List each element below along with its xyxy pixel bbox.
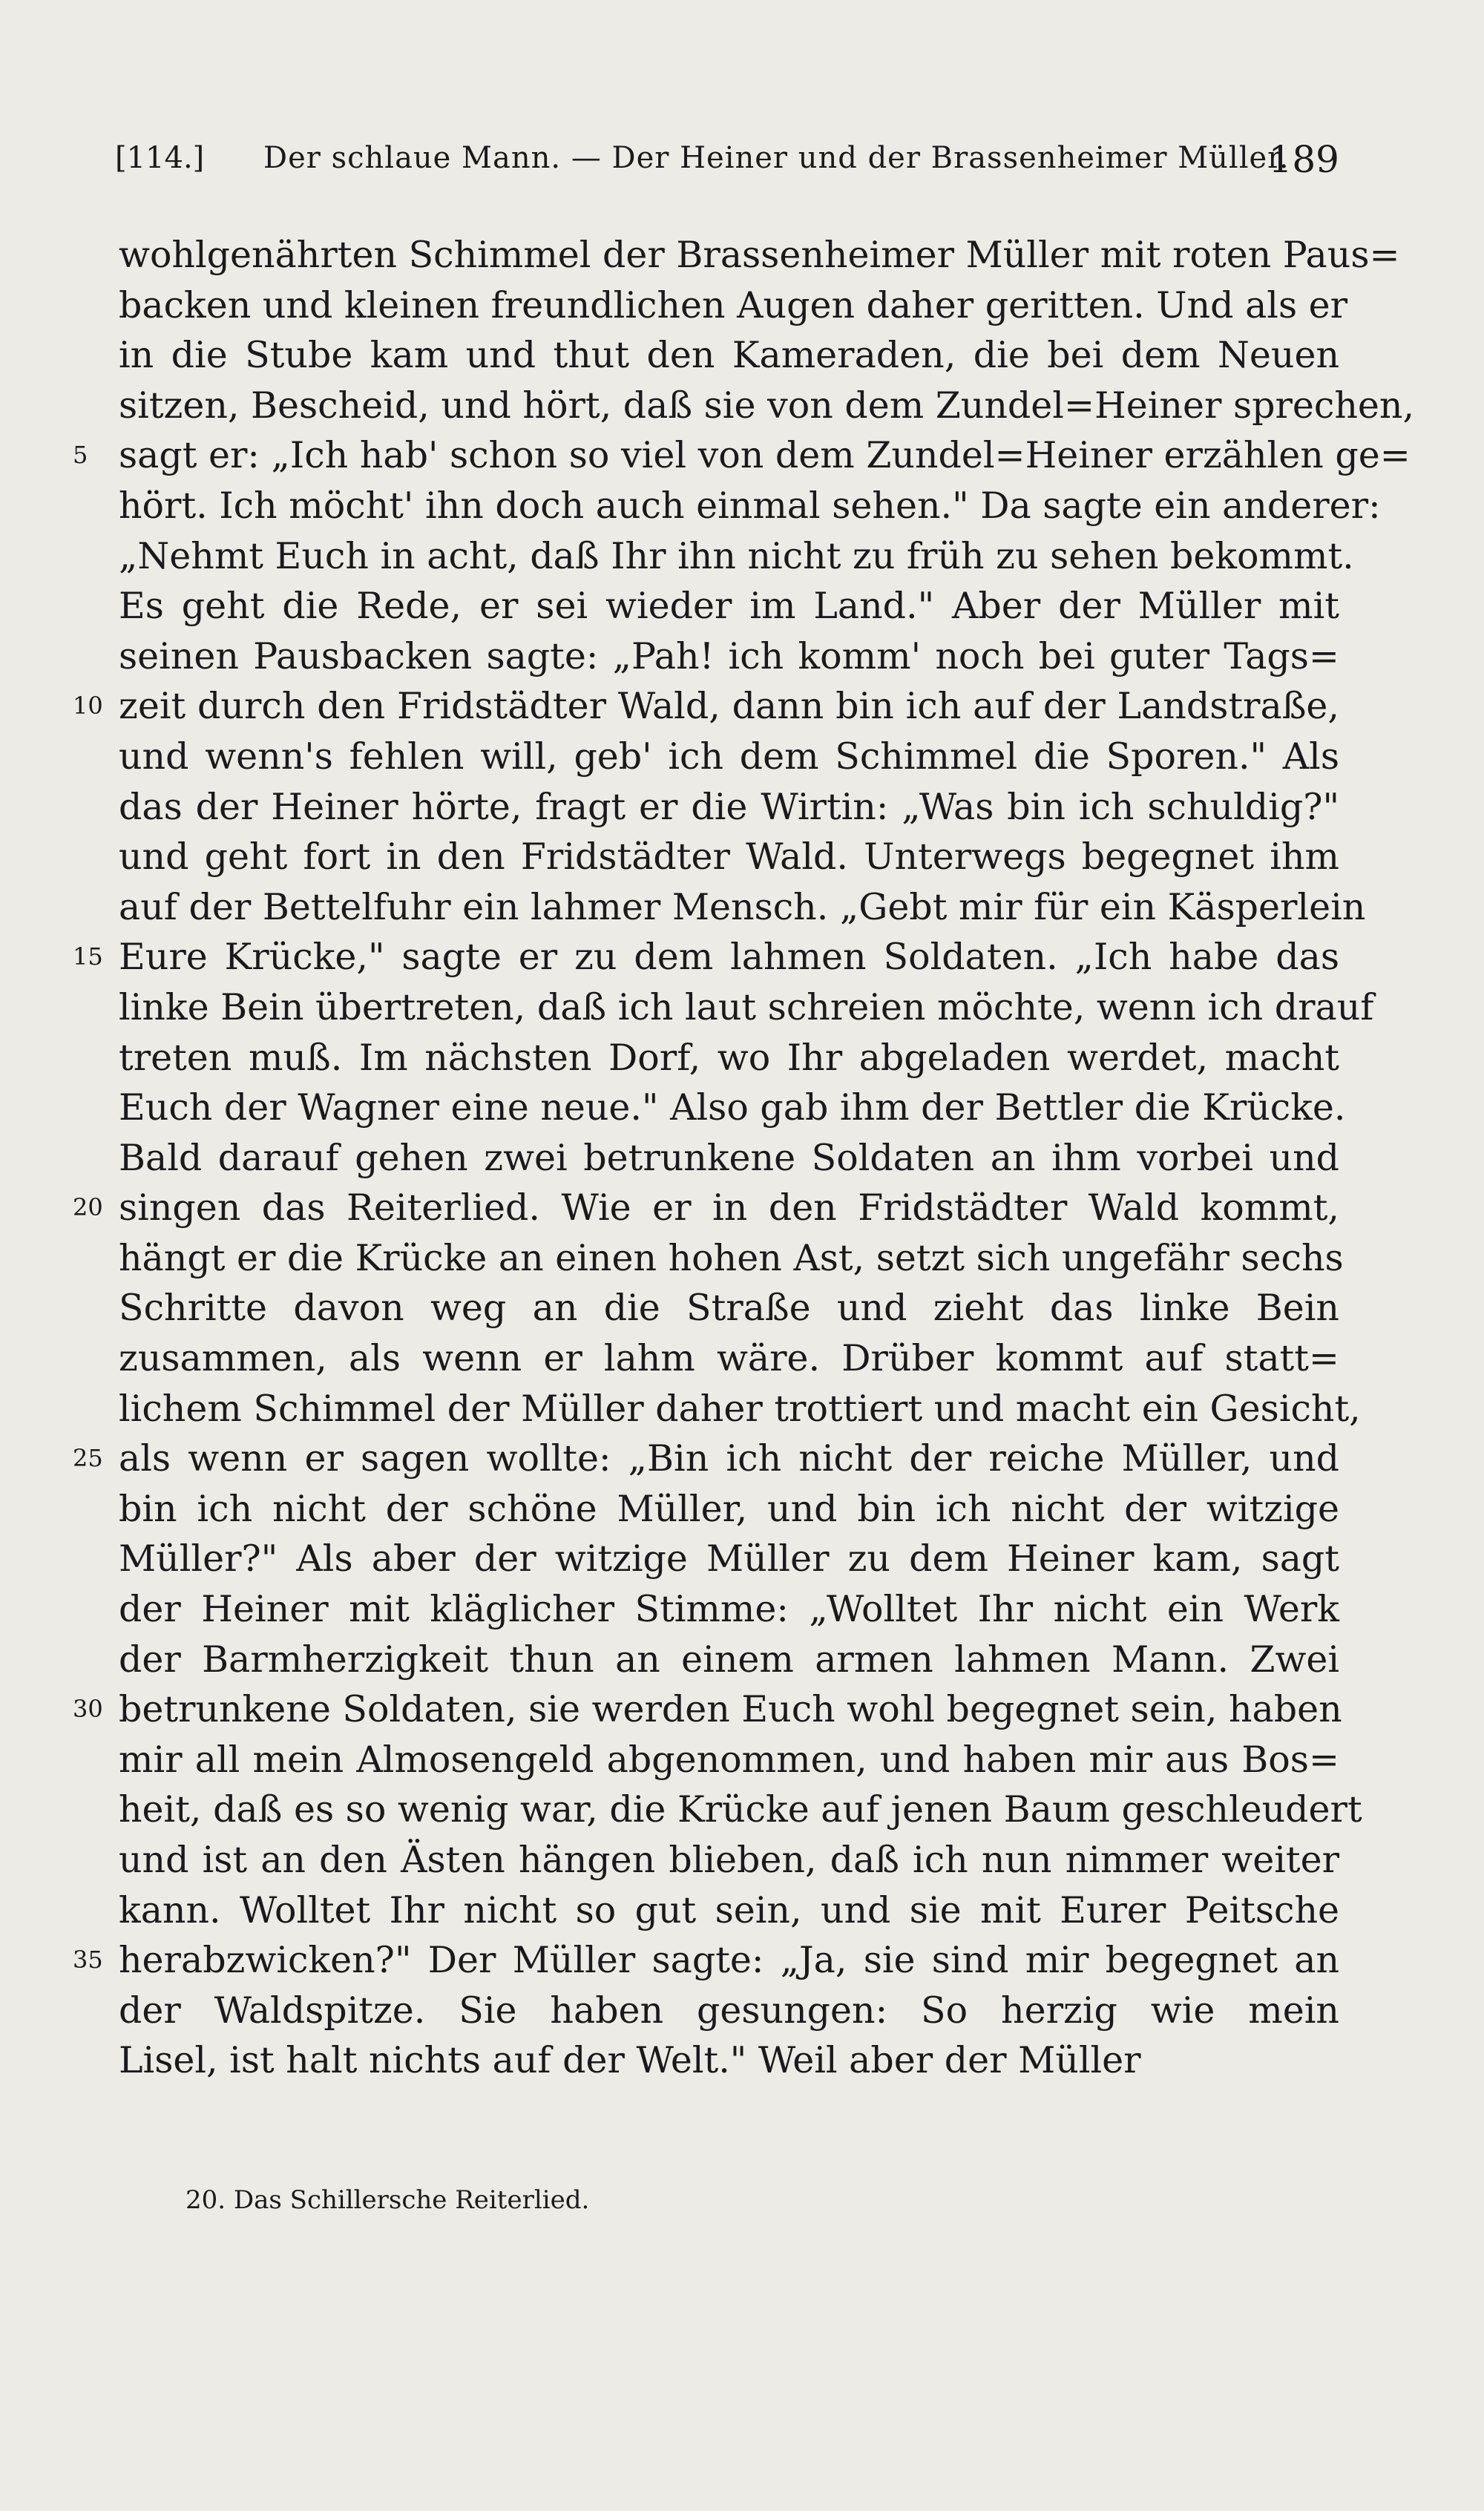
text-line (119, 832, 1339, 882)
line-text: zeit durch den Fridstädter Wald, dann bin ich auf der Landstraße, (119, 685, 1339, 728)
page-number: 189 (1268, 138, 1339, 181)
text-line (119, 381, 1415, 431)
line-text: herabzwicken?" Der Müller sagte: „Ja, sie sind mir begegnet an (119, 1939, 1339, 1982)
text-line (119, 230, 1400, 280)
text-line (119, 1735, 1339, 1785)
line-text: heit, daß es so wenig war, die Krücke auf jenen Baum geschleudert (119, 1788, 1362, 1831)
line-number: 15 (73, 942, 103, 971)
body-text (73, 230, 1415, 2086)
line-text: auf der Bettelfuhr ein lahmer Mensch. „Gebt mir für ein Käsperlein (119, 885, 1366, 928)
line-number: 20 (73, 1193, 103, 1222)
line-text: kann. Wolltet Ihr nicht so gut sein, und sie mit Eurer Peitsche (119, 1888, 1339, 1931)
text-line (119, 631, 1339, 682)
line-text: hängt er die Krücke an einen hohen Ast, setzt sich ungefähr sechs (119, 1236, 1344, 1279)
section-reference: [114.] (115, 141, 205, 175)
line-text: als wenn er sagen wollte: „Bin ich nicht der reiche Müller, und (119, 1437, 1339, 1480)
line-text: Müller?" Als aber der witzige Müller zu dem Heiner kam, sagt (119, 1537, 1339, 1581)
line-text: lichem Schimmel der Müller daher trottiert und macht ein Gesicht, (119, 1387, 1361, 1430)
text-line (73, 1935, 1339, 1986)
line-text: und wenn's fehlen will, geb' ich dem Schimmel die Sporen." Als (119, 735, 1339, 778)
line-number: 10 (73, 692, 103, 721)
text-line (73, 932, 1339, 982)
text-line (119, 882, 1366, 933)
text-line (119, 481, 1381, 531)
line-text: singen das Reiterlied. Wie er in den Fridstädter Wald kommt, (119, 1186, 1339, 1230)
line-text: zusammen, als wenn er lahm wäre. Drüber kommt auf statt= (119, 1337, 1339, 1380)
text-line (73, 1434, 1339, 1484)
line-text: Schritte davon weg an die Straße und zieht das linke Bein (119, 1287, 1339, 1330)
text-line (119, 1885, 1339, 1936)
line-text: und ist an den Ästen hängen blieben, daß ich nun nimmer weiter (119, 1839, 1339, 1881)
line-text: treten muß. Im nächsten Dorf, wo Ihr abgeladen werdet, macht (119, 1036, 1339, 1079)
text-line (119, 531, 1354, 582)
text-line (119, 1986, 1339, 2036)
line-text: hört. Ich möcht' ihn doch auch einmal sehen." Da sagte ein anderer: (119, 484, 1381, 527)
text-line (119, 1635, 1339, 1685)
text-line (119, 1785, 1362, 1835)
line-text: bin ich nicht der schöne Müller, und bin ich nicht der witzige (119, 1487, 1339, 1530)
text-line (119, 982, 1374, 1033)
running-title: Der schlaue Mann. — Der Heiner und der Brassenheimer Müller. (263, 141, 1290, 175)
text-line (119, 732, 1339, 782)
line-text: mir all mein Almosengeld abgenommen, und haben mir aus Bos= (119, 1738, 1339, 1781)
text-line (119, 1584, 1339, 1635)
text-line (119, 330, 1339, 381)
line-text: der Waldspitze. Sie haben gesungen: So herzig wie mein (119, 1989, 1339, 2032)
text-line (73, 681, 1339, 732)
text-line (119, 2035, 1339, 2086)
footnote: 20. Das Schillersche Reiterlied. (186, 2185, 590, 2215)
line-text: Es geht die Rede, er sei wieder im Land." Aber der Müller mit (119, 585, 1339, 628)
text-line (73, 430, 1411, 481)
text-line (119, 1283, 1339, 1333)
text-line (119, 1033, 1339, 1083)
line-text: linke Bein übertreten, daß ich laut schreien möchte, wenn ich drauf (119, 985, 1374, 1028)
line-number: 30 (73, 1695, 103, 1724)
line-number: 35 (73, 1946, 103, 1975)
text-line (119, 1484, 1339, 1534)
line-number: 25 (73, 1444, 103, 1473)
line-text: „Nehmt Euch in acht, daß Ihr ihn nicht zu früh zu sehen bekommt. (119, 534, 1354, 577)
line-text: Bald darauf gehen zwei betrunkene Soldaten an ihm vorbei und (119, 1136, 1339, 1179)
line-text: wohlgenährten Schimmel der Brassenheimer Müller mit roten Paus= (119, 234, 1400, 276)
text-line (119, 1384, 1361, 1434)
line-text: sagt er: „Ich hab' schon so viel von dem Zundel=Heiner erzählen ge= (119, 434, 1411, 477)
line-text: Euch der Wagner eine neue." Also gab ihm der Bettler die Krücke. (119, 1086, 1346, 1129)
text-line (119, 1133, 1339, 1184)
line-text: sitzen, Bescheid, und hört, daß sie von dem Zundel=Heiner sprechen, (119, 384, 1415, 427)
line-text: der Barmherzigkeit thun an einem armen lahmen Mann. Zwei (119, 1638, 1339, 1681)
line-text: betrunkene Soldaten, sie werden Euch wohl begegnet sein, haben (119, 1688, 1342, 1731)
text-line (119, 782, 1339, 833)
line-number: 5 (73, 441, 88, 470)
text-line (119, 1333, 1339, 1384)
line-text: backen und kleinen freundlichen Augen daher geritten. Und als er (119, 283, 1348, 326)
running-header (115, 138, 1339, 186)
text-line (73, 1183, 1339, 1233)
text-line (73, 1684, 1342, 1735)
line-text: seinen Pausbacken sagte: „Pah! ich komm' noch bei guter Tags= (119, 634, 1339, 677)
text-line (119, 581, 1339, 631)
line-text: Eure Krücke," sagte er zu dem lahmen Soldaten. „Ich habe das (119, 936, 1339, 979)
line-text: Lisel, ist halt nichts auf der Welt." Weil aber der Müller (119, 2039, 1141, 2082)
line-text: der Heiner mit kläglicher Stimme: „Wolltet Ihr nicht ein Werk (119, 1588, 1339, 1631)
text-line (119, 1534, 1339, 1584)
line-text: in die Stube kam und thut den Kameraden, die bei dem Neuen (119, 334, 1339, 377)
line-text: das der Heiner hörte, fragt er die Wirtin: „Was bin ich schuldig?" (119, 785, 1339, 828)
text-line (119, 1233, 1344, 1284)
line-text: und geht fort in den Fridstädter Wald. Unterwegs begegnet ihm (119, 836, 1339, 879)
text-line (119, 280, 1348, 331)
text-line (119, 1083, 1346, 1133)
text-line (119, 1835, 1339, 1885)
